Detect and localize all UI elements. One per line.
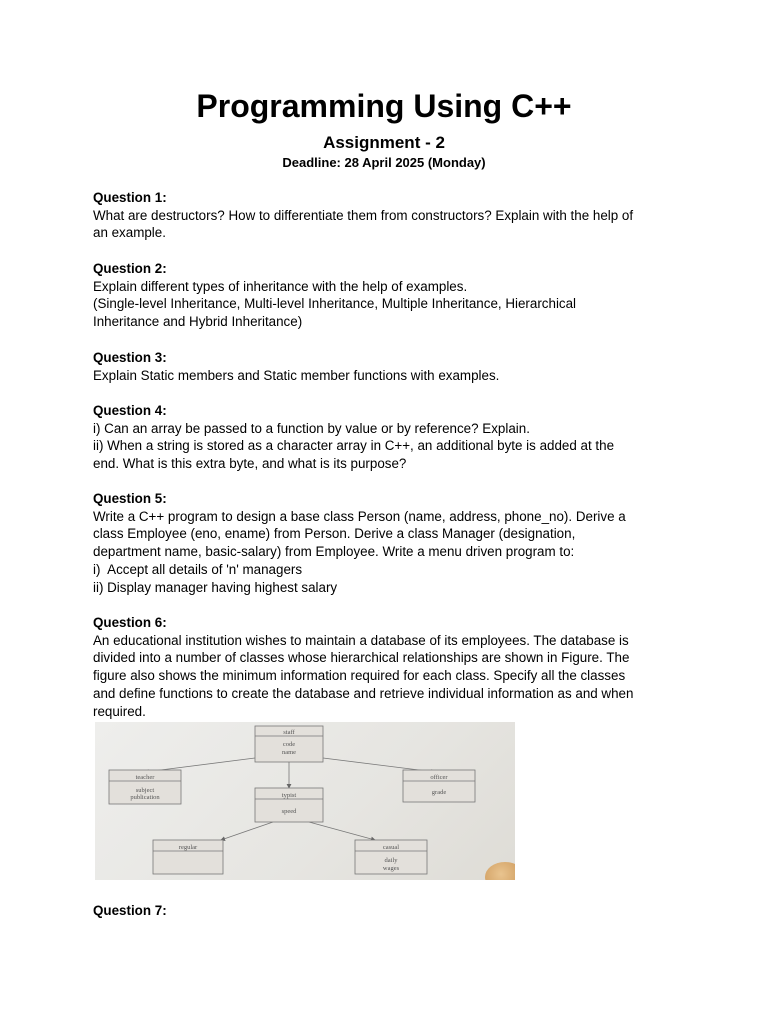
question-text-line: end. What is this extra byte, and what is its purpose? (93, 456, 407, 472)
question-text-line: department name, basic-salary) from Employee. Write a menu driven program to: (93, 544, 575, 560)
question-text-line: required. (93, 703, 146, 719)
deadline-text: Deadline: 28 April 2025 (Monday) (282, 155, 486, 170)
question-2 (93, 260, 678, 331)
question-heading: Question 5: (93, 491, 167, 506)
class-hierarchy-figure (95, 722, 515, 880)
question-heading: Question 6: (93, 615, 167, 630)
question-heading: Question 3: (93, 350, 167, 365)
class-field: name (281, 749, 297, 756)
class-name: teacher (135, 774, 155, 781)
staff-class-box (255, 726, 323, 762)
question-text-line: divided into a number of classes whose hierarchical relationships are shown in Figure. The (93, 650, 630, 666)
question-text-line: An educational institution wishes to maintain a database of its employees. The database is (93, 632, 629, 648)
inheritance-arrow (309, 822, 375, 840)
class-field: publication (130, 794, 160, 801)
document-title: Programming Using C++ (196, 88, 572, 124)
class-field: speed (281, 808, 297, 815)
question-3 (93, 349, 678, 384)
class-field: grade (431, 789, 447, 796)
question-5 (93, 490, 678, 596)
officer-class-box (403, 770, 475, 802)
question-6 (93, 614, 678, 720)
question-text-line: Explain different types of inheritance with the help of examples. (93, 278, 468, 294)
class-name: casual (382, 844, 400, 851)
question-text-line: and define functions to create the database and retrieve individual information as and when (93, 685, 634, 701)
question-4 (93, 402, 678, 473)
question-7 (93, 902, 678, 920)
question-text-line: Explain Static members and Static member functions with examples. (93, 367, 500, 383)
regular-class-box (153, 840, 223, 874)
class-field: subject (135, 787, 155, 794)
casual-class-box (355, 840, 427, 874)
class-hierarchy-diagram (95, 722, 515, 880)
question-1 (93, 189, 678, 242)
question-text-line: ii) When a string is stored as a character array in C++, an additional byte is added at the (93, 438, 615, 454)
question-text-line: an example. (93, 225, 166, 241)
question-text-line: What are destructors? How to differentiate them from constructors? Explain with the help of (93, 207, 634, 223)
question-text-line: ii) Display manager having highest salary (93, 579, 338, 595)
assignment-subtitle: Assignment - 2 (323, 133, 445, 152)
class-name: staff (283, 729, 295, 736)
question-text-line: i) Accept all details of 'n' managers (93, 561, 303, 577)
teacher-class-box (109, 770, 181, 804)
class-name: officer (430, 774, 448, 781)
typist-class-box (255, 788, 323, 822)
question-heading: Question 2: (93, 261, 167, 276)
question-text-line: (Single-level Inheritance, Multi-level Inheritance, Multiple Inheritance, Hierarchical (93, 296, 577, 312)
class-field: daily (384, 857, 398, 864)
class-name: regular (178, 844, 198, 851)
question-heading: Question 4: (93, 403, 167, 418)
question-text-line: Write a C++ program to design a base class Person (name, address, phone_no). Derive a (93, 508, 626, 524)
class-name: typist (281, 792, 297, 799)
question-text-line: figure also shows the minimum information required for each class. Specify all the classes (93, 668, 626, 684)
question-text-line: Inheritance and Hybrid Inheritance) (93, 314, 303, 330)
question-text-line: class Employee (eno, ename) from Person. Derive a class Manager (designation, (93, 526, 576, 542)
question-heading: Question 7: (93, 903, 167, 918)
class-field: wages (382, 865, 400, 872)
inheritance-arrow (221, 822, 273, 840)
question-heading: Question 1: (93, 190, 167, 205)
class-field: code (282, 741, 296, 748)
question-text-line: i) Can an array be passed to a function by value or by reference? Explain. (93, 420, 530, 436)
